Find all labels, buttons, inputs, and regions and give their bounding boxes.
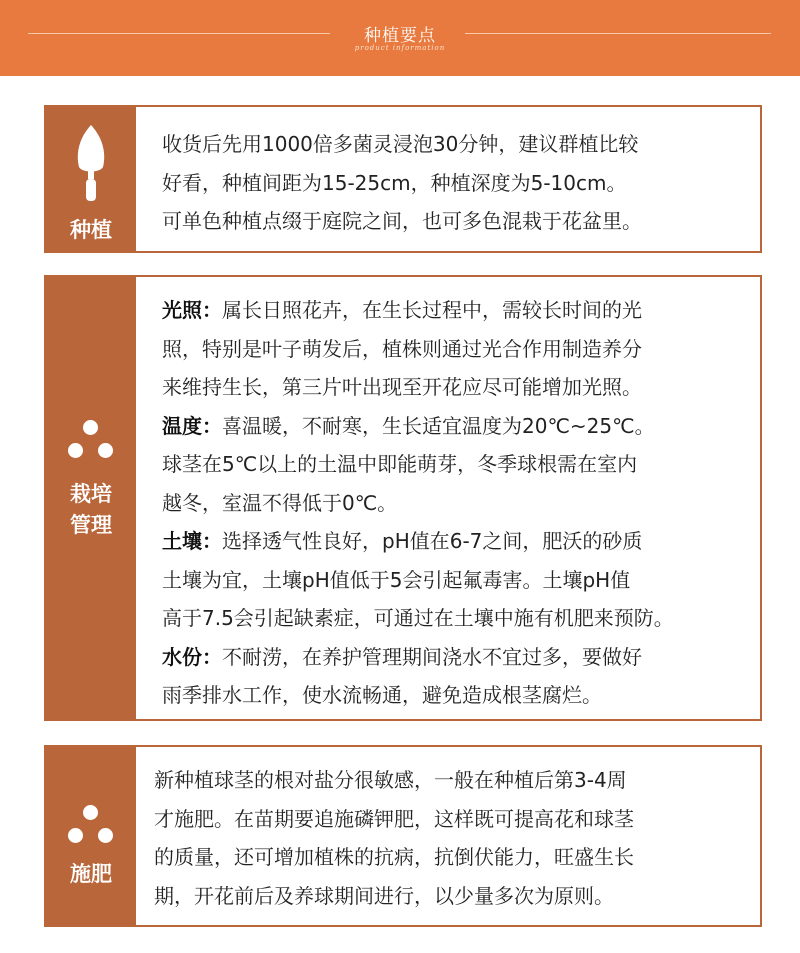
- text-line: 来维持生长，第三片叶出现至开花应尽可能增加光照。: [162, 375, 642, 399]
- header-title: 种植要点: [364, 26, 436, 46]
- text-line: 新种植球茎的根对盐分很敏感，一般在种植后第3-4周: [154, 768, 627, 792]
- dot: [83, 805, 98, 820]
- dot: [68, 828, 83, 843]
- topic-title-soil: 土壤：: [162, 529, 222, 553]
- text-line: [162, 407, 758, 446]
- cultivation-label-2: 管理: [70, 513, 112, 537]
- text-line: 收货后先用1000倍多菌灵浸泡30分钟，建议群植比较: [162, 132, 639, 156]
- text-line: 土壤为宜，土壤pH值低于5会引起氟毒害。土壤pH值: [162, 567, 631, 592]
- text-line: 期，开花前后及养球期间进行，以少量多次为原则。: [154, 883, 614, 908]
- cultivation-label-1: 栽培: [70, 482, 112, 506]
- text-line: 好看，种植间距为15-25cm，种植深度为5-10cm。: [162, 170, 627, 195]
- dot: [68, 443, 83, 458]
- trowel-icon: [70, 123, 112, 205]
- topic-title-water: 水份：: [162, 644, 222, 669]
- fertilizing-panel: [44, 745, 762, 927]
- topic-title-light: 光照：: [162, 298, 222, 322]
- text-line: 的质量，还可增加植株的抗病，抗倒伏能力，旺盛生长: [154, 845, 634, 869]
- topic-title-temperature: 温度：: [162, 413, 222, 438]
- text-line: [162, 522, 758, 561]
- text-span: 喜温暖，不耐寒，生长适宜温度为20℃~25℃。: [222, 413, 655, 438]
- text-line: 可单色种植点缀于庭院之间，也可多色混栽于花盆里。: [162, 209, 642, 233]
- section-header: [0, 0, 800, 76]
- cultivation-panel: [44, 275, 762, 721]
- fertilizing-sidebar: [46, 747, 136, 925]
- dot: [98, 443, 113, 458]
- planting-panel: [44, 105, 762, 253]
- text-span: 选择透气性良好，pH值在6-7之间，肥沃的砂质: [222, 529, 643, 553]
- text-span: 不耐涝，在养护管理期间浇水不宜过多，要做好: [222, 644, 642, 669]
- text-line: [162, 638, 758, 677]
- text-line: 高于7.5会引起缺素症，可通过在土壤中施有机肥来预防。: [162, 606, 674, 630]
- planting-sidebar: [46, 107, 136, 251]
- text-line: 照，特别是叶子萌发后，植株则通过光合作用制造养分: [162, 336, 642, 361]
- dot: [83, 420, 98, 435]
- text-line: 球茎在5℃以上的土温中即能萌芽，冬季球根需在室内: [162, 452, 638, 476]
- fertilizing-text: [154, 761, 758, 915]
- header-subtitle: product information: [354, 44, 446, 52]
- text-line: [162, 291, 758, 330]
- dot: [98, 828, 113, 843]
- cultivation-sidebar: [46, 277, 136, 719]
- planting-text: [162, 125, 758, 241]
- text-line: 才施肥。在苗期要追施磷钾肥，这样既可提高花和球茎: [154, 806, 634, 831]
- text-line: 越冬，室温不得低于0℃。: [162, 490, 398, 515]
- text-line: 雨季排水工作，使水流畅通，避免造成根茎腐烂。: [162, 683, 602, 707]
- fertilizing-label: 施肥: [70, 862, 112, 886]
- text-span: 属长日照花卉，在生长过程中，需较长时间的光: [222, 298, 642, 322]
- planting-label: 种植: [70, 218, 112, 242]
- cultivation-text: [162, 291, 758, 715]
